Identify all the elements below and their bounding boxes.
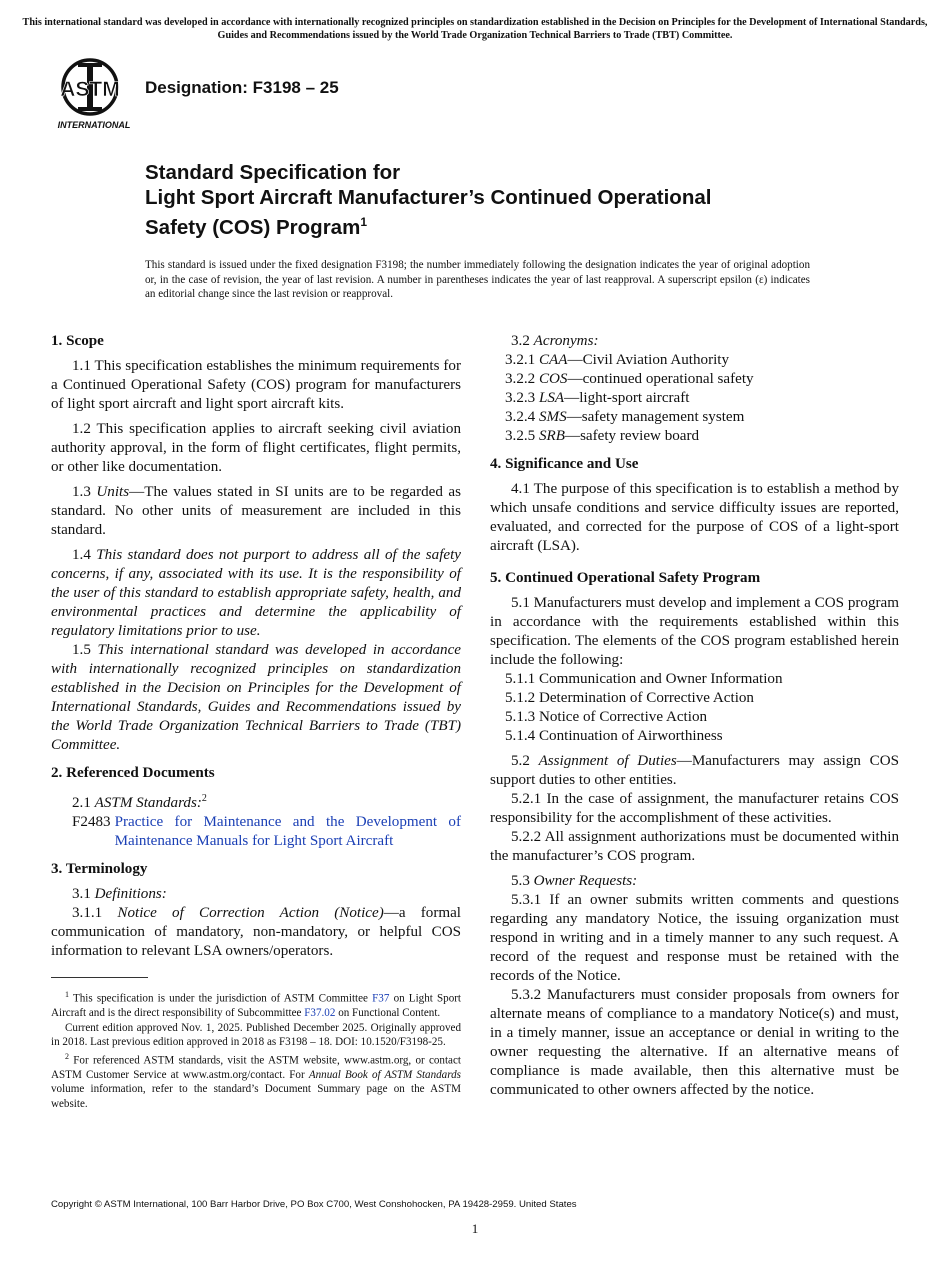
left-column: [51, 332, 461, 961]
section-heading-significance: 4. Significance and Use: [490, 456, 639, 472]
reference-code: F2483: [72, 814, 111, 831]
cos-element-item: 5.1.2 Determination of Corrective Action: [505, 690, 754, 706]
paragraph-3-1: 3.1 Definitions:: [72, 886, 167, 903]
astm-logo-icon: [52, 56, 136, 132]
title-line-3: Safety (COS) Program: [145, 215, 361, 239]
reference-f2483: [51, 813, 461, 851]
acronym-item: 3.2.4 SMS—safety management system: [505, 409, 745, 425]
paragraph-5-3-2: 5.3.2 Manufacturers must consider proposals from owners for alternate means of compliance to a mandatory Notice(s) and must, in a timely manner, issue an acceptance or denial in writing to the owner requesting the alternative. If an alternative means of compliance is made available, then this alternative must be communicated to other owners affected by the notice.: [490, 987, 899, 1098]
paragraph-1-3: 1.3 Units—The values stated in SI units are to be regarded as standard. No other units of measurement are included in this standard.: [51, 484, 461, 538]
paragraph-5-2-2: 5.2.2 All assignment authorizations must be documented within the manufacturer’s COS program.: [490, 829, 899, 864]
paragraph-1-4: 1.4 This standard does not purport to address all of the safety concerns, if any, associated with its use. It is the responsibility of the user of this standard to establish appropriate safety, health, and environmental practices and determine the applicability of regulatory limitations prior to use.: [51, 547, 462, 639]
section-heading-cos-program: 5. Continued Operational Safety Program: [490, 570, 761, 586]
paragraph-5-1: 5.1 Manufacturers must develop and implement a COS program in accordance with the requirements established within this specification. The elements of the COS program established herein include the following:: [490, 595, 899, 668]
footnote-edition: Current edition approved Nov. 1, 2025. Published December 2025. Originally approved in 2018. Last previous edition approved in 2018 as F3198 – 18. DOI: 10.1520/F3198-25.: [51, 1021, 461, 1049]
title-line-2: Light Sport Aircraft Manufacturer’s Continued Operational: [145, 186, 712, 209]
section-heading-referenced-documents: 2. Referenced Documents: [51, 765, 215, 781]
cos-elements-list: [490, 670, 899, 746]
acronym-item: 3.2.2 COS—continued operational safety: [505, 371, 754, 387]
right-column: [490, 332, 899, 1100]
paragraph-5-3: 5.3 Owner Requests:: [511, 873, 638, 889]
paragraph-1-1: 1.1 This specification establishes the minimum requirements for a Continued Operational Safety (COS) program for manufacturers of light sport aircraft and light sport aircraft kits.: [51, 358, 461, 412]
paragraph-5-2: 5.2 Assignment of Duties—Manufacturers may assign COS support duties to other entities.: [490, 753, 899, 788]
footnote-1: $^1$ This specification is under the jurisdiction of ASTM Committee F37 on Light Sport Aircraft and is the direct responsibility of Subcommittee F37.02 on Functional Content.: [51, 990, 462, 1020]
footnotes: [51, 977, 461, 1111]
footnote-2: $^2$ For referenced ASTM standards, visit the ASTM website, www.astm.org, or contact ASTM Customer Service at www.astm.org/contact. For Annual Book of ASTM Standards volume information, refer to the standard’s Document Summary page on the ASTM website.: [51, 1051, 461, 1110]
paragraph-2-1: 2.1 ASTM Standards:$^2$: [72, 793, 207, 812]
acronym-item: 3.2.5 SRB—safety review board: [505, 428, 700, 444]
issued-under-note: This standard is issued under the fixed designation F3198; the number immediately following the designation indicates the year of original adoption or, in the case of revision, the year of last revision. A number in parentheses indicates the year of last reapproval. A superscript epsilon (ε) indicates an editorial change since the last revision or reapproval.: [145, 259, 810, 300]
section-heading-scope: 1. Scope: [51, 333, 104, 349]
title-footnote-mark[interactable]: 1: [360, 215, 367, 229]
international-standard-note: This international standard was developed in accordance with internationally recognized principles on standardization established in the Decision on Principles for the Development of International Standards, Guides and Recommendations issued by the World Trade Organization Technical Barriers to Trade (TBT) Committee.: [22, 17, 928, 41]
acronym-item: 3.2.1 CAA—Civil Aviation Authority: [505, 352, 730, 368]
section-heading-terminology: 3. Terminology: [51, 861, 148, 878]
acronym-list: [490, 351, 899, 446]
paragraph-4-1: 4.1 The purpose of this specification is to establish a method by which unsafe conditions and service difficulty issues are reported, evaluated, and corrected for the purpose of COS of a light-sport aircraft (LSA).: [490, 481, 899, 554]
reference-link[interactable]: Practice for Maintenance and the Development of Maintenance Manuals for Light Sport Aircraft: [114, 814, 461, 850]
paragraph-1-2: 1.2 This specification applies to aircraft seeking civil aviation authority approval, in the form of flight certificates, flight permits, or other like documentation.: [51, 421, 461, 475]
paragraph-3-2: 3.2 Acronyms:: [511, 333, 599, 349]
astm-logo: [52, 56, 136, 132]
cos-element-item: 5.1.1 Communication and Owner Information: [505, 671, 783, 687]
page-number: 1: [471, 1221, 479, 1236]
footnote-rule: [51, 977, 148, 978]
logo-text: ASTM: [60, 78, 120, 101]
acronym-item: 3.2.3 LSA—light-sport aircraft: [505, 390, 690, 406]
copyright-notice: Copyright © ASTM International, 100 Barr Harbor Drive, PO Box C700, West Conshohocken, PA 19428-2959. United States: [51, 1199, 577, 1210]
paragraph-5-3-1: 5.3.1 If an owner submits written comments and questions regarding any mandatory Notice, the issuing organization must respond in writing and in a timely manner to any such request. A record of the request and response must be retained with the records of the Notice.: [490, 892, 899, 984]
paragraph-3-1-1: 3.1.1 Notice of Correction Action (Notice)—a formal communication of mandatory, non-mandatory, or helpful COS information to relevant LSA owners/operators.: [51, 905, 461, 960]
subcommittee-link[interactable]: F37.02: [304, 1007, 336, 1020]
logo-subtext: INTERNATIONAL: [57, 120, 131, 130]
designation: Designation: F3198 – 25: [145, 78, 339, 97]
paragraph-5-2-1: 5.2.1 In the case of assignment, the manufacturer retains COS responsibility for the accomplishment of these activities.: [490, 791, 899, 826]
paragraph-1-5: 1.5 This international standard was developed in accordance with internationally recognized principles on standardization established in the Decision on Principles for the Development of International Standards, Guides and Recommendations issued by the World Trade Organization Technical Barriers to Trade (TBT) Committee.: [51, 642, 461, 753]
committee-link[interactable]: F37: [372, 992, 390, 1005]
cos-element-item: 5.1.3 Notice of Corrective Action: [505, 709, 708, 725]
document-title: [145, 160, 845, 240]
cos-element-item: 5.1.4 Continuation of Airworthiness: [505, 728, 723, 744]
title-line-1: Standard Specification for: [145, 161, 401, 184]
